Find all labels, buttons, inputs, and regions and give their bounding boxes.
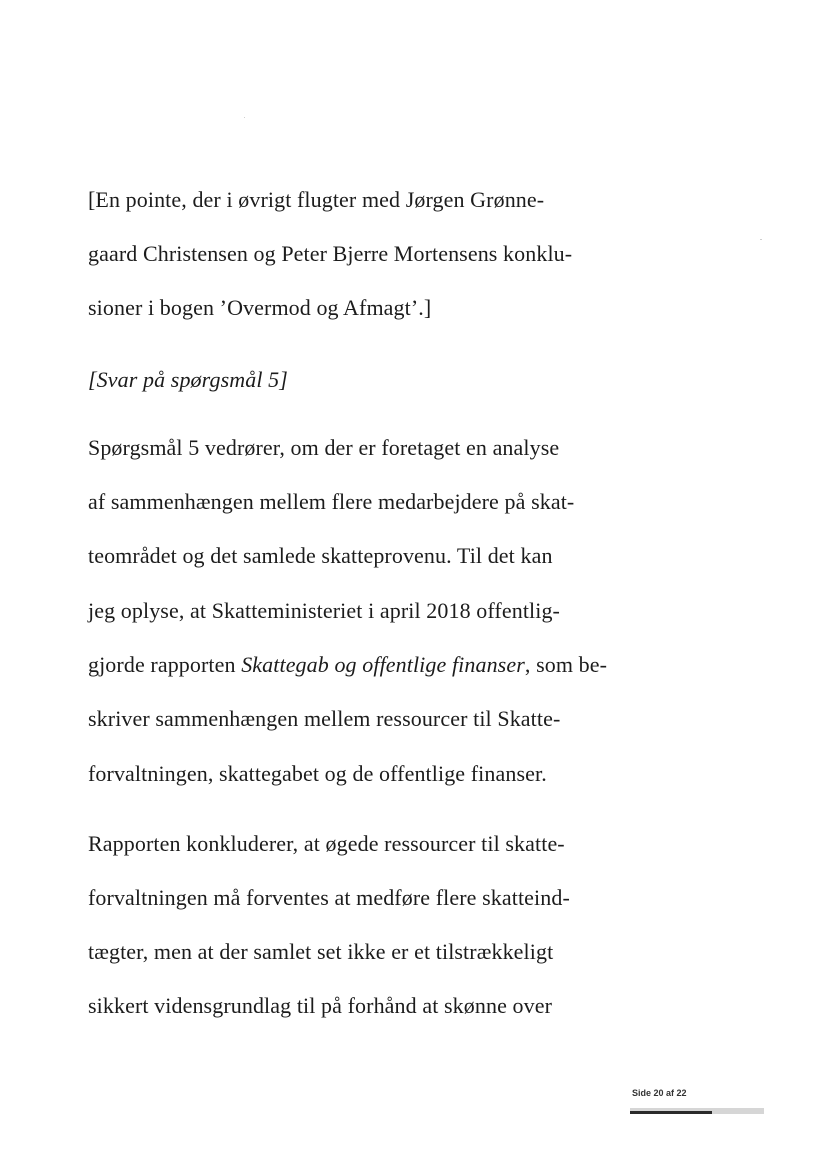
conclusion-line-4: sikkert vidensgrundlag til på forhånd at skønne over [88,993,553,1018]
intro-line-2: gaard Christensen og Peter Bjerre Mortensens konklu- [88,241,573,266]
report-title: Skattegab og offentlige finanser [241,652,525,677]
answer-line-2: af sammenhængen mellem flere medarbejdere på skat- [88,489,575,514]
answer-line-7: forvaltningen, skattegabet og de offentlige finanser. [88,761,547,786]
intro-line-3: sioner i bogen ’Overmod og Afmagt’.] [88,295,432,320]
page-progress-bar [630,1108,764,1114]
answer-line-4: jeg oplyse, at Skatteministeriet i april 2018 offentlig- [88,598,560,623]
section-heading: [Svar på spørgsmål 5] [88,367,288,392]
conclusion-line-2: forvaltningen må forventes at medføre flere skatteind- [88,885,570,910]
conclusion-line-1: Rapporten konkluderer, at øgede ressourcer til skatte- [88,831,565,856]
page-progress-fill [630,1111,712,1114]
intro-line-1: [En pointe, der i øvrigt flugter med Jørgen Grønne- [88,187,545,212]
answer-line-5 [88,654,607,676]
answer-line-5-post: , som be- [524,652,608,677]
answer-line-6: skriver sammenhængen mellem ressourcer til Skatte- [88,706,561,731]
conclusion-line-3: tægter, men at der samlet set ikke er et tilstrækkeligt [88,939,554,964]
page-number: Side 20 af 22 [632,1088,687,1098]
answer-line-3: teområdet og det samlede skatteprovenu. Til det kan [88,543,553,568]
scan-speck [244,117,245,118]
scan-speck [760,239,762,240]
answer-line-5-pre: gjorde rapporten [88,652,242,677]
answer-line-1: Spørgsmål 5 vedrører, om der er foretaget en analyse [88,435,560,460]
